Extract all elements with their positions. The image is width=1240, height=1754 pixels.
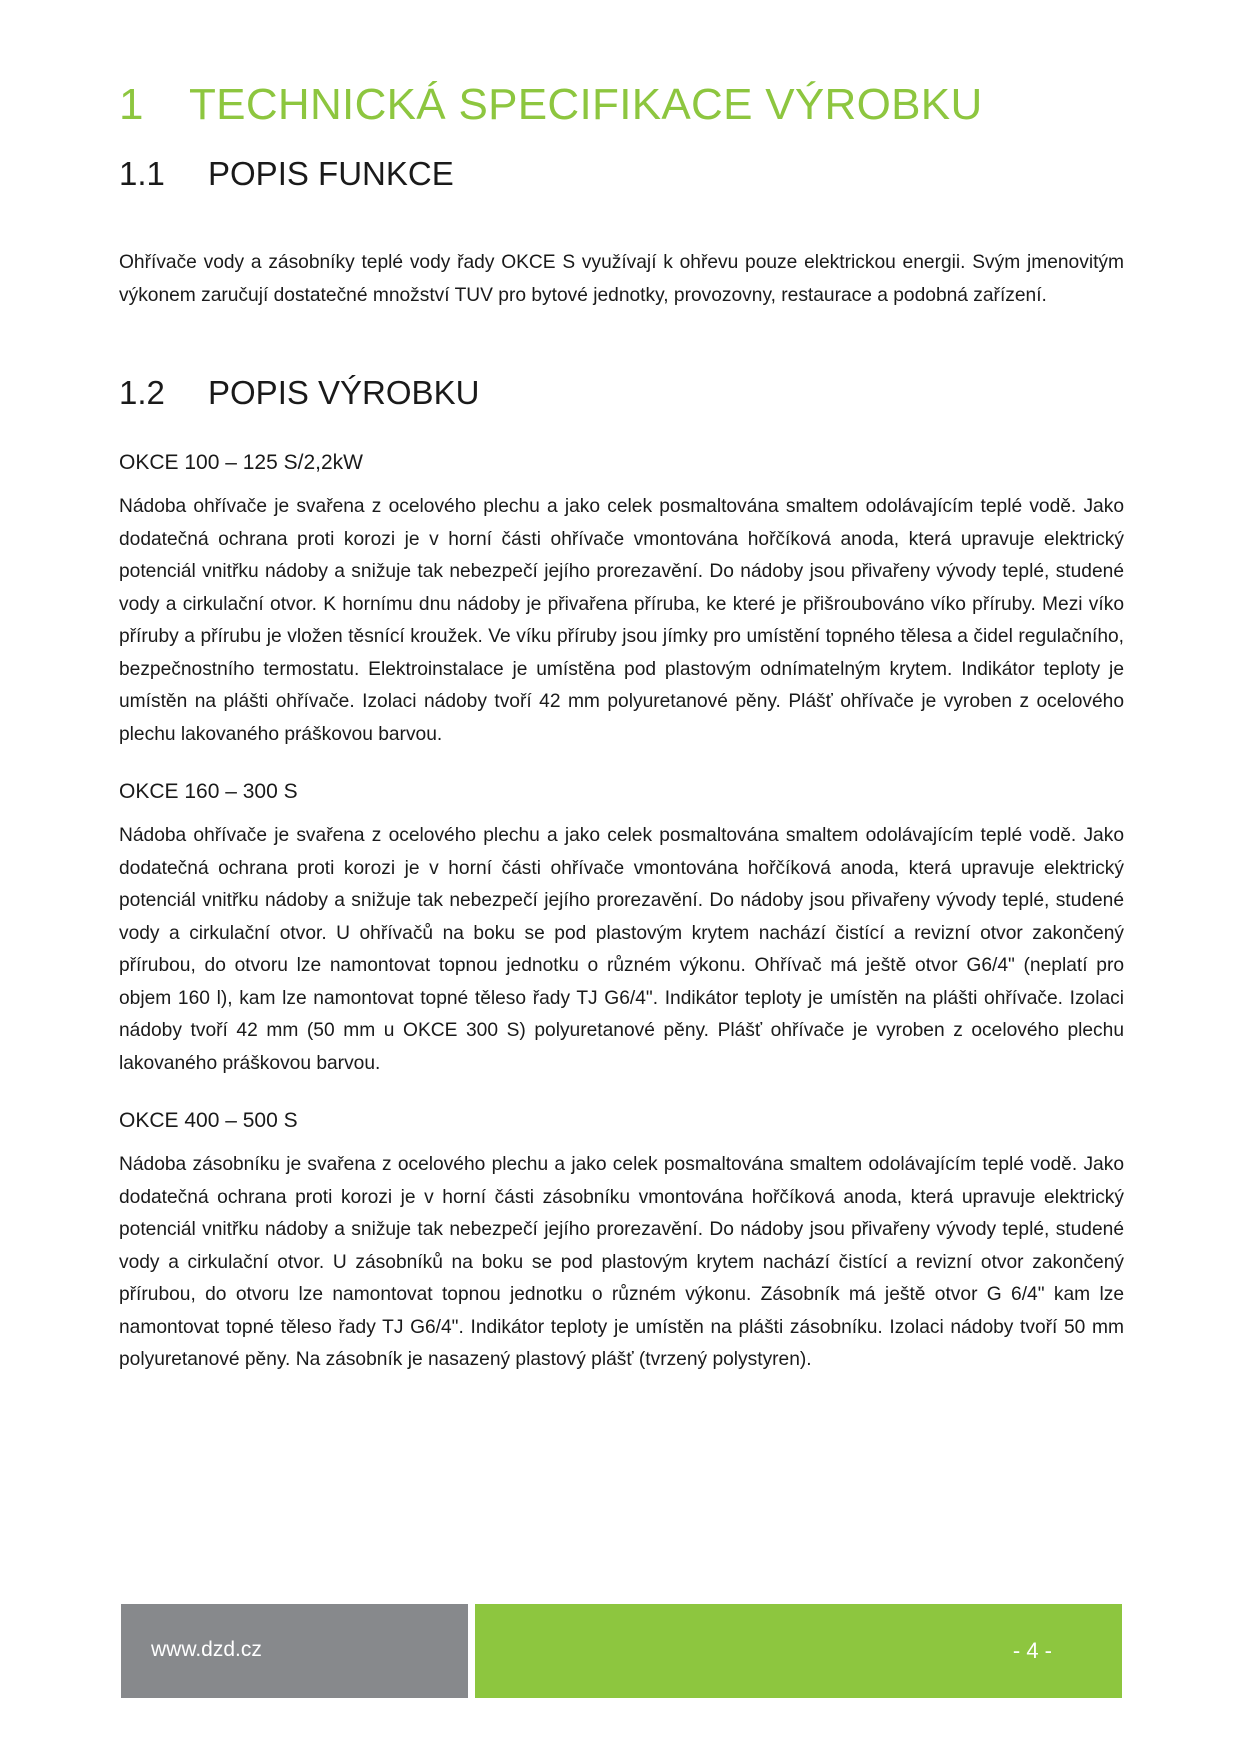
footer-page-block: [475, 1604, 1122, 1698]
model-heading-okce-100-125: OKCE 100 – 125 S/2,2kW: [119, 451, 363, 474]
chapter-heading: [119, 80, 983, 130]
section-title: POPIS VÝROBKU: [208, 374, 480, 411]
model-description-okce-100-125: Nádoba ohřívače je svařena z ocelového plechu a jako celek posmaltována smaltem odolávajícím teplé vodě. Jako dodatečná ochrana proti korozi je v horní části ohřívače vmontována hořčíková anoda, která upravuje elektrický potenciál vnitřku nádoby a snižuje tak nebezpečí jejího prorezavění. Do nádoby jsou přivařeny vývody teplé, studené vody a cirkulační otvor. K hornímu dnu nádoby je přivařena příruba, ke které je přišroubováno víko příruby. Mezi víko příruby a přírubu je vložen těsnící kroužek. Ve víku příruby jsou jímky pro umístění topného tělesa a čidel regulačního, bezpečnostního termostatu. Elektroinstalace je umístěna pod plastovým odnímatelným krytem. Indikátor teploty je umístěn na plášti ohřívače. Izolaci nádoby tvoří 42 mm polyuretanové pěny. Plášť ohřívače je vyroben z ocelového plechu lakovaného práškovou barvou.: [119, 496, 1124, 745]
chapter-title: TECHNICKÁ SPECIFIKACE VÝROBKU: [189, 80, 983, 129]
footer-url-block: [121, 1604, 468, 1698]
model-description-okce-400-500: Nádoba zásobníku je svařena z ocelového plechu a jako celek posmaltována smaltem odolávajícím teplé vodě. Jako dodatečná ochrana proti korozi je v horní části zásobníku vmontována hořčíková anoda, která upravuje elektrický potenciál vnitřku nádoby a snižuje tak nebezpečí jejího prorezavění. Do nádoby jsou přivařeny vývody teplé, studené vody a cirkulační otvor. U zásobníků na boku se pod plastovým krytem nachází čistící a revizní otvor zakončený přírubou, do otvoru lze namontovat topnou jednotku o různém výkonu. Zásobník má ještě otvor G 6/4" kam lze namontovat topné těleso řady TJ G6/4". Indikátor teploty je umístěn na plášti zásobníku. Izolaci nádoby tvoří 50 mm polyuretanové pěny. Na zásobník je nasazený plastový plášť (tvrzený polystyren).: [119, 1154, 1124, 1370]
section-title: POPIS FUNKCE: [208, 155, 454, 192]
model-description-okce-160-300: Nádoba ohřívače je svařena z ocelového plechu a jako celek posmaltována smaltem odolávajícím teplé vodě. Jako dodatečná ochrana proti korozi je v horní části ohřívače vmontována hořčíková anoda, která upravuje elektrický potenciál vnitřku nádoby a snižuje tak nebezpečí jejího prorezavění. Do nádoby jsou přivařeny vývody teplé, studené vody a cirkulační otvor. U ohřívačů na boku se pod plastovým krytem nachází čistící a revizní otvor zakončený přírubou, do otvoru lze namontovat topnou jednotku o různém výkonu. Ohřívač má ještě otvor G6/4" (neplatí pro objem 160 l), kam lze namontovat topné těleso řady TJ G6/4". Indikátor teploty je umístěn na plášti ohřívače. Izolaci nádoby tvoří 42 mm (50 mm u OKCE 300 S) polyuretanové pěny. Plášť ohřívače je vyroben z ocelového plechu lakovaného práškovou barvou.: [119, 825, 1124, 1074]
section-heading-1-1: [119, 155, 454, 193]
section-number: 1.1: [119, 155, 165, 192]
page-number: - 4 -: [1012, 1638, 1052, 1663]
chapter-number: 1: [119, 80, 144, 129]
section-heading-1-2: [119, 374, 479, 412]
function-description: Ohřívače vody a zásobníky teplé vody řady OKCE S využívají k ohřevu pouze elektrickou energii. Svým jmenovitým výkonem zaručují dostatečné množství TUV pro bytové jednotky, provozovny, restaurace a podobná zařízení.: [119, 252, 1124, 306]
model-heading-okce-400-500: OKCE 400 – 500 S: [119, 1109, 298, 1132]
section-number: 1.2: [119, 374, 165, 411]
model-heading-okce-160-300: OKCE 160 – 300 S: [119, 780, 298, 803]
footer-url[interactable]: www.dzd.cz: [151, 1638, 262, 1661]
